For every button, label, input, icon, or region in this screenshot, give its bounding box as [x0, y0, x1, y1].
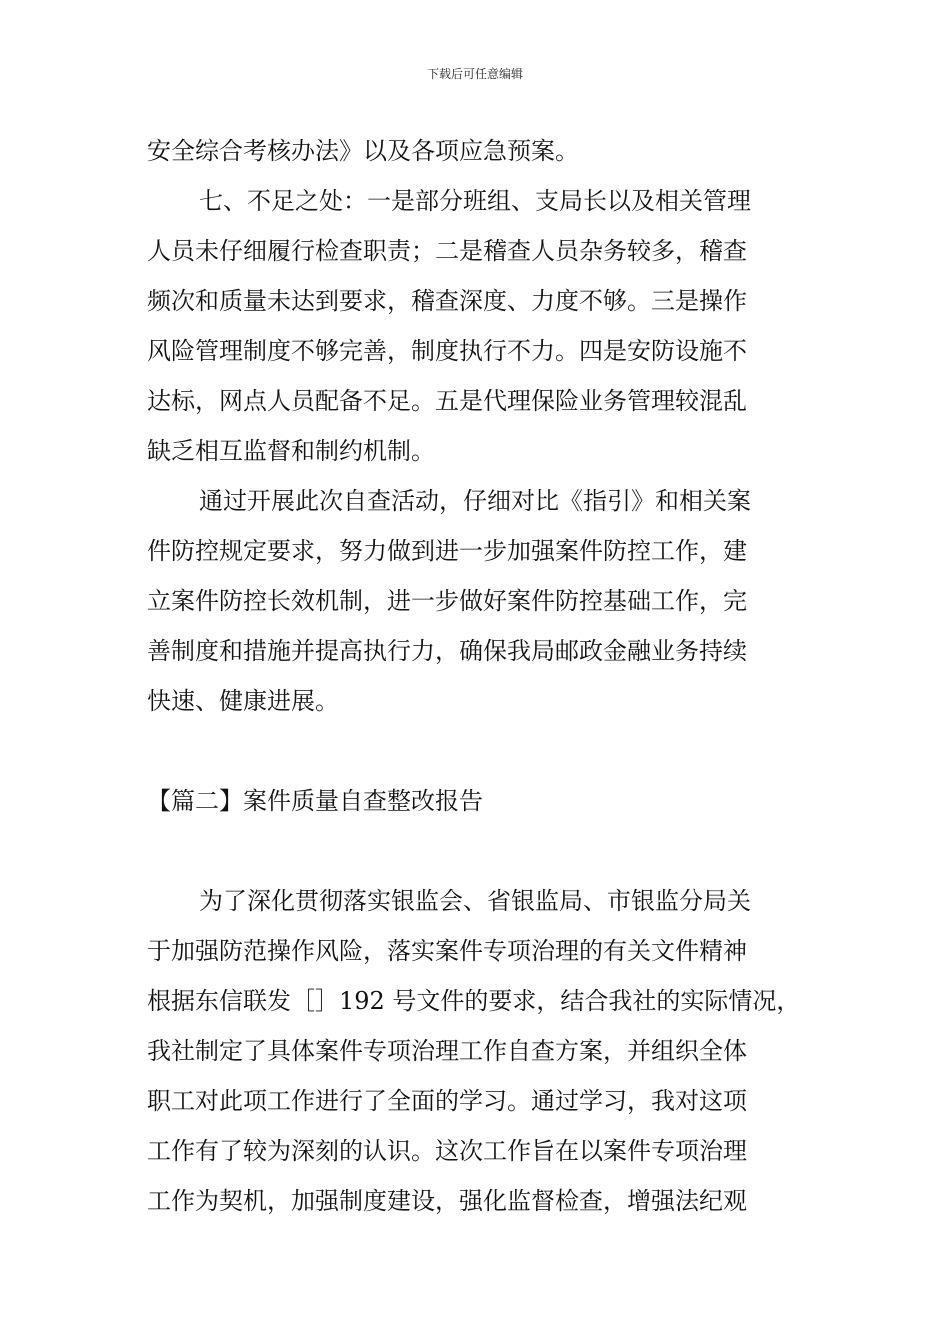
document-body: [147, 126, 812, 1226]
text-line: 人员未仔细履行检查职责；二是稽查人员杂务较多，稽查: [147, 237, 747, 265]
text-line: 件防控规定要求，努力做到进一步加强案件防控工作，建: [147, 537, 747, 565]
text-line: 快速、健康进展。: [147, 687, 339, 715]
page-header: 下载后可任意编辑: [426, 67, 523, 81]
text-line: 于加强防范操作风险，落实案件专项治理的有关文件精神: [147, 937, 747, 965]
section-heading: 【篇二】案件质量自查整改报告: [147, 787, 483, 815]
paragraph-start-line: 七、不足之处：一是部分班组、支局长以及相关管理: [199, 187, 751, 215]
blank-line: [147, 726, 812, 776]
text-line: 职工对此项工作进行了全面的学习。通过学习，我对这项: [147, 1087, 747, 1115]
text-line: 我社制定了具体案件专项治理工作自查方案，并组织全体: [147, 1037, 747, 1065]
text-line: 根据东信联发［］192 号文件的要求，结合我社的实际情况，: [147, 987, 801, 1015]
text-line: 工作为契机，加强制度建设，强化监督检查，增强法纪观: [147, 1187, 747, 1215]
text-line: 善制度和措施并提高执行力，确保我局邮政金融业务持续: [147, 637, 747, 665]
text-line: 达标，网点人员配备不足。五是代理保险业务管理较混乱: [147, 387, 747, 415]
text-line: 风险管理制度不够完善，制度执行不力。四是安防设施不: [147, 337, 747, 365]
text-line: 频次和质量未达到要求，稽查深度、力度不够。三是操作: [147, 287, 747, 315]
text-line: 工作有了较为深刻的认识。这次工作旨在以案件专项治理: [147, 1137, 747, 1165]
blank-line: [147, 826, 812, 876]
text-line: 立案件防控长效机制，进一步做好案件防控基础工作，完: [147, 587, 747, 615]
paragraph-start-line: 通过开展此次自查活动，仔细对比《指引》和相关案: [199, 487, 751, 515]
paragraph-start-line: 为了深化贯彻落实银监会、省银监局、市银监分局关: [199, 887, 751, 915]
text-line: 缺乏相互监督和制约机制。: [147, 437, 435, 465]
text-line: 安全综合考核办法》以及各项应急预案。: [147, 137, 579, 165]
